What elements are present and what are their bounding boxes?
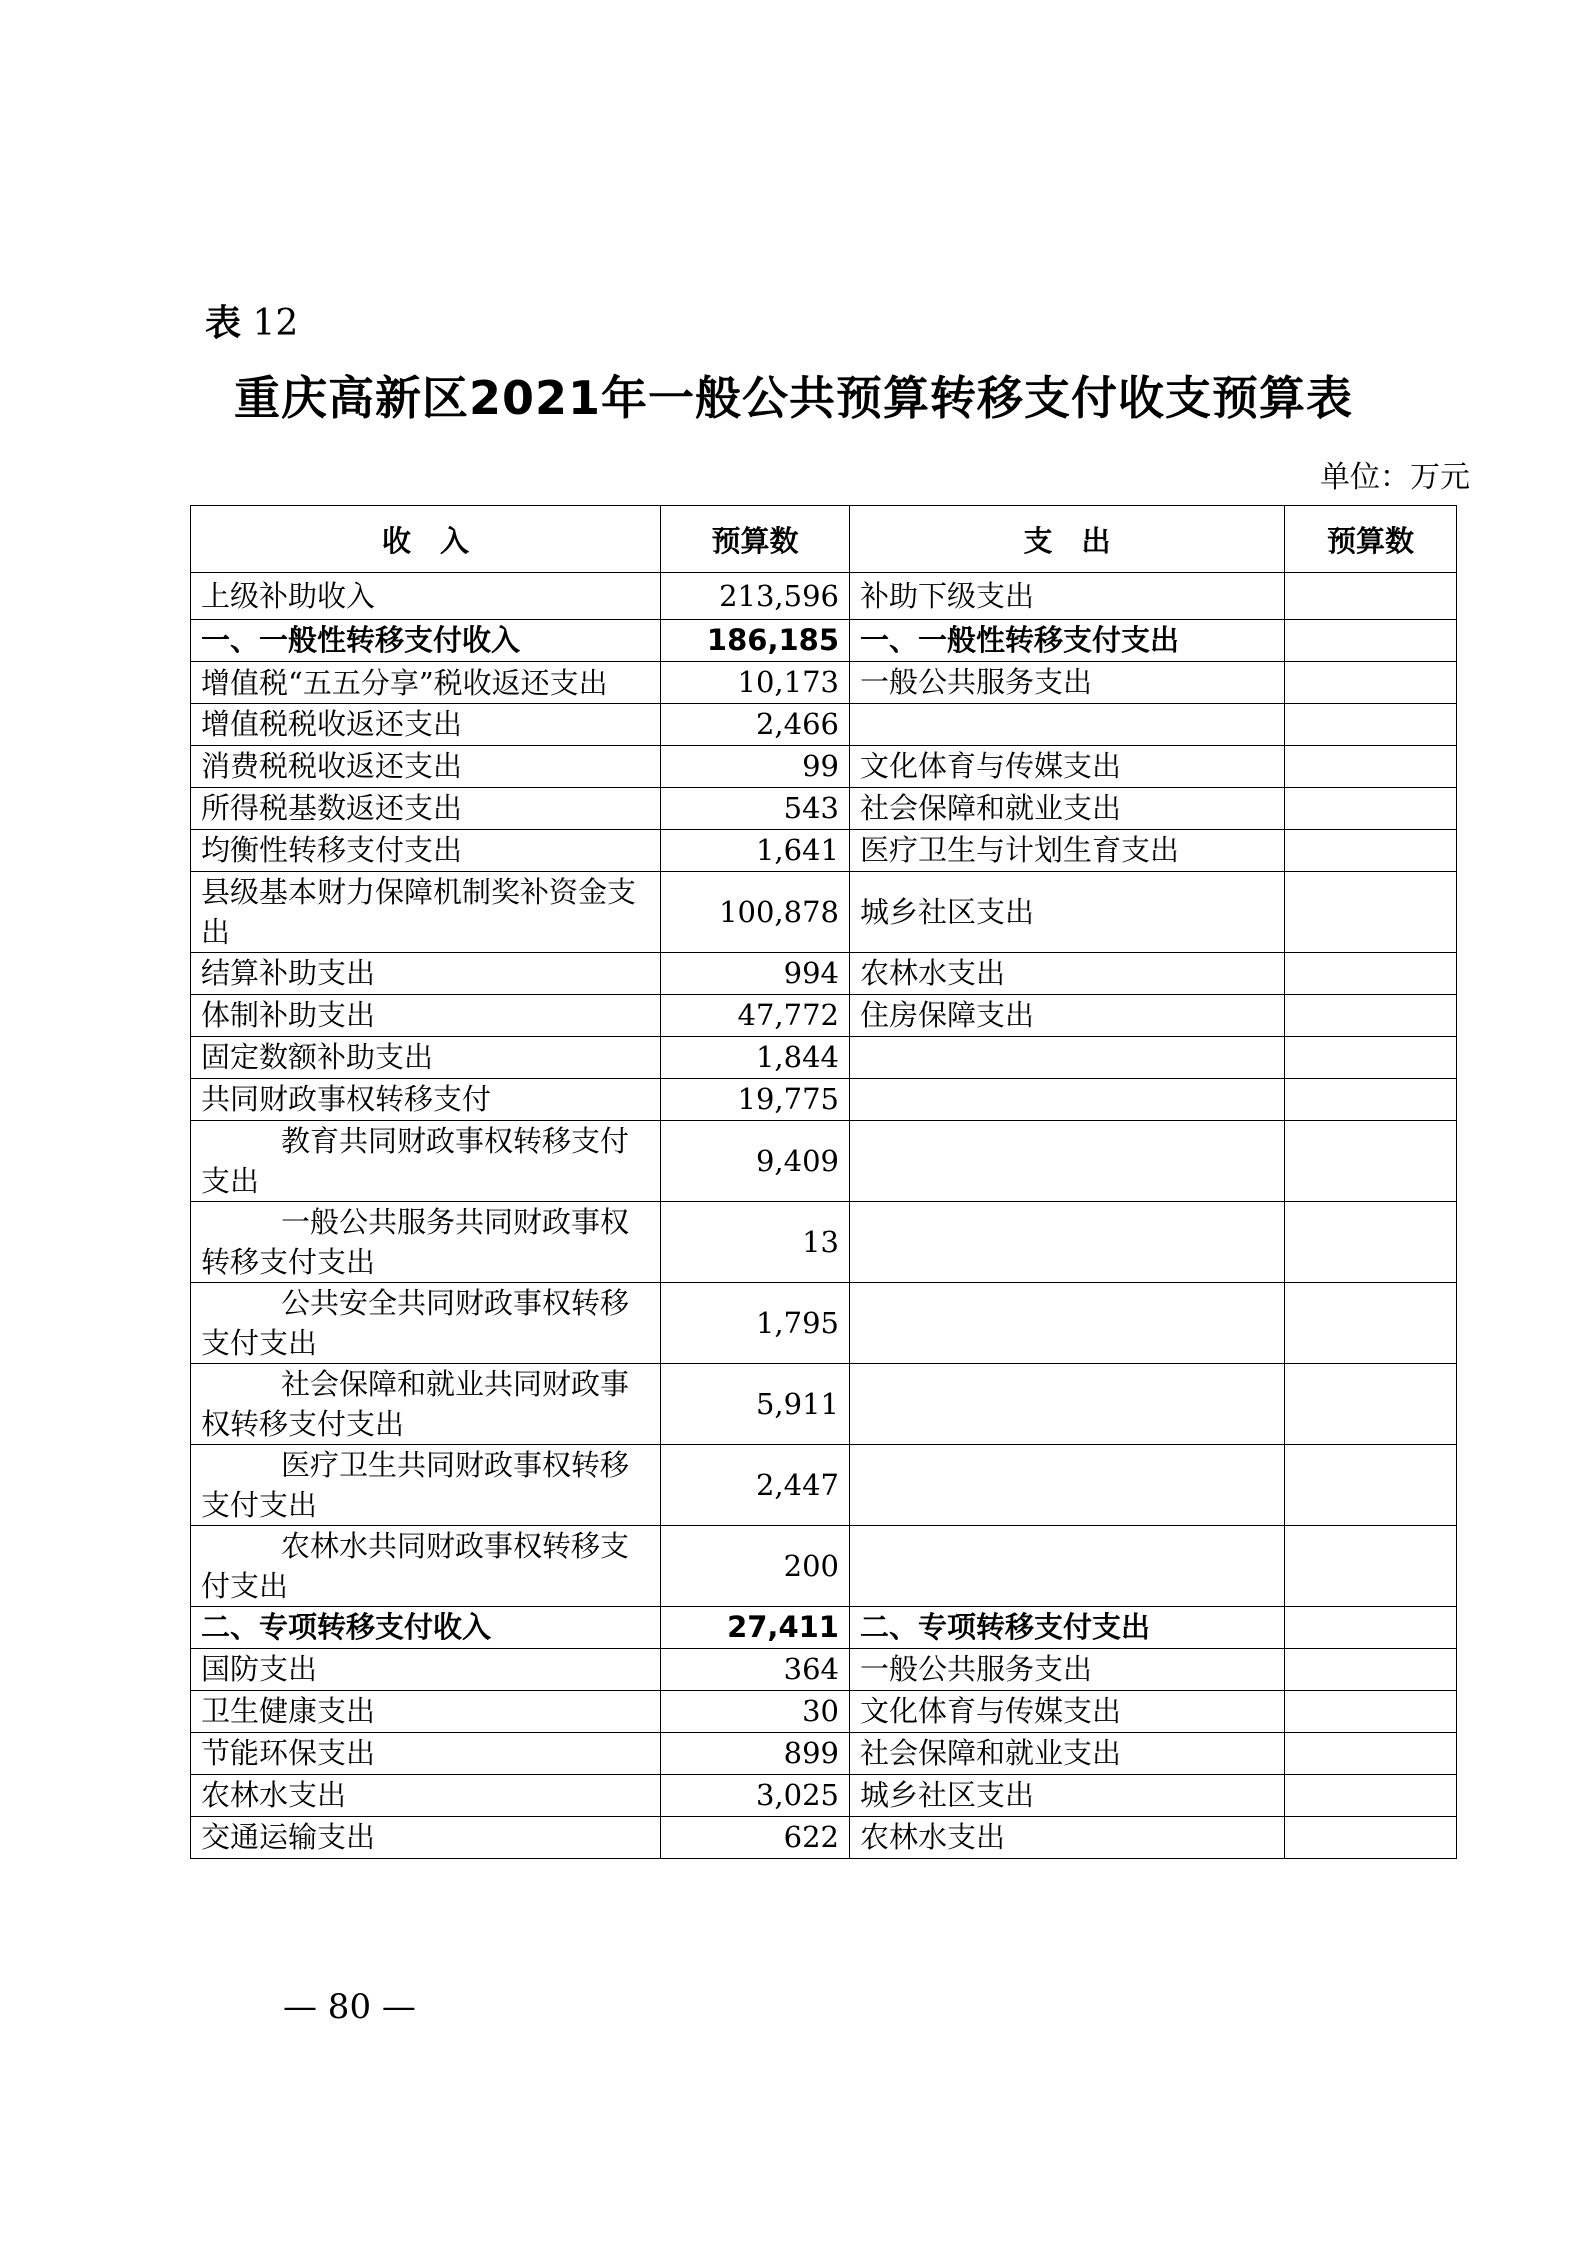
table-number: 12 [252,303,299,344]
table-row [191,1283,1457,1364]
table-row [191,830,1457,872]
amount-cell: 100,878 [661,872,850,953]
table-row [191,1037,1457,1079]
table-row [191,995,1457,1037]
expenditure-amount-cell [1285,1202,1457,1283]
expenditure-cell: 城乡社区支出 [850,1775,1285,1817]
amount-cell: 994 [661,953,850,995]
income-cell: 交通运输支出 [191,1817,661,1859]
table-row [191,1079,1457,1121]
expenditure-cell: 社会保障和就业支出 [850,1733,1285,1775]
table-number-label [205,300,298,348]
income-budget-column-header: 预算数 [661,506,850,573]
table-row [191,620,1457,662]
income-cell: 增值税税收返还支出 [191,704,661,746]
expenditure-cell: 一般公共服务支出 [850,662,1285,704]
income-cell: 所得税基数返还支出 [191,788,661,830]
table-row [191,1691,1457,1733]
table-row [191,1121,1457,1202]
table-row [191,1775,1457,1817]
income-cell: 县级基本财力保障机制奖补资金支出 [191,872,661,953]
expenditure-cell [850,704,1285,746]
table-row [191,1364,1457,1445]
expenditure-amount-cell [1285,746,1457,788]
expenditure-amount-cell [1285,1607,1457,1649]
expenditure-cell [850,1283,1285,1364]
amount-cell: 5,911 [661,1364,850,1445]
expenditure-amount-cell [1285,1079,1457,1121]
expenditure-budget-column-header: 预算数 [1285,506,1457,573]
expenditure-cell: 文化体育与传媒支出 [850,1691,1285,1733]
expenditure-cell: 城乡社区支出 [850,872,1285,953]
income-cell: 医疗卫生共同财政事权转移支付支出 [191,1445,661,1526]
expenditure-amount-cell [1285,1691,1457,1733]
amount-cell: 19,775 [661,1079,850,1121]
table-row [191,746,1457,788]
expenditure-amount-cell [1285,995,1457,1037]
income-cell: 一、一般性转移支付收入 [191,620,661,662]
income-cell: 上级补助收入 [191,573,661,620]
table-row [191,1202,1457,1283]
expenditure-amount-cell [1285,953,1457,995]
expenditure-amount-cell [1285,1775,1457,1817]
amount-cell: 200 [661,1526,850,1607]
amount-cell: 899 [661,1733,850,1775]
expenditure-amount-cell [1285,830,1457,872]
expenditure-cell: 一、一般性转移支付支出 [850,620,1285,662]
expenditure-amount-cell [1285,1817,1457,1859]
amount-cell: 10,173 [661,662,850,704]
table-row [191,1817,1457,1859]
expenditure-cell: 医疗卫生与计划生育支出 [850,830,1285,872]
expenditure-cell [850,1079,1285,1121]
amount-cell: 364 [661,1649,850,1691]
amount-cell: 1,641 [661,830,850,872]
expenditure-cell: 住房保障支出 [850,995,1285,1037]
income-cell: 结算补助支出 [191,953,661,995]
table-row [191,872,1457,953]
budget-table [190,505,1457,1859]
income-cell: 二、专项转移支付收入 [191,1607,661,1649]
expenditure-cell: 农林水支出 [850,953,1285,995]
table-row [191,788,1457,830]
table-header-row [191,506,1457,573]
expenditure-cell: 补助下级支出 [850,573,1285,620]
table-row [191,573,1457,620]
income-cell: 社会保障和就业共同财政事权转移支付支出 [191,1364,661,1445]
income-cell: 节能环保支出 [191,1733,661,1775]
income-cell: 共同财政事权转移支付 [191,1079,661,1121]
amount-cell: 27,411 [661,1607,850,1649]
amount-cell: 99 [661,746,850,788]
amount-cell: 543 [661,788,850,830]
amount-cell: 9,409 [661,1121,850,1202]
expenditure-amount-cell [1285,573,1457,620]
table-row [191,662,1457,704]
amount-cell: 1,844 [661,1037,850,1079]
amount-cell: 13 [661,1202,850,1283]
expenditure-amount-cell [1285,662,1457,704]
expenditure-amount-cell [1285,1364,1457,1445]
income-cell: 农林水共同财政事权转移支付支出 [191,1526,661,1607]
page-title: 重庆高新区2021年一般公共预算转移支付收支预算表 [233,371,1354,425]
expenditure-amount-cell [1285,788,1457,830]
income-column-header: 收 入 [191,506,661,573]
amount-cell: 1,795 [661,1283,850,1364]
income-cell: 教育共同财政事权转移支付支出 [191,1121,661,1202]
expenditure-amount-cell [1285,704,1457,746]
expenditure-cell: 二、专项转移支付支出 [850,1607,1285,1649]
expenditure-column-header: 支 出 [850,506,1285,573]
amount-cell: 3,025 [661,1775,850,1817]
expenditure-amount-cell [1285,620,1457,662]
amount-cell: 213,596 [661,573,850,620]
amount-cell: 2,466 [661,704,850,746]
expenditure-amount-cell [1285,1649,1457,1691]
expenditure-cell [850,1526,1285,1607]
unit-label: 单位：万元 [1320,460,1470,495]
income-cell: 均衡性转移支付支出 [191,830,661,872]
expenditure-amount-cell [1285,1283,1457,1364]
table-row [191,1526,1457,1607]
table-row [191,1733,1457,1775]
expenditure-cell: 社会保障和就业支出 [850,788,1285,830]
expenditure-cell [850,1037,1285,1079]
expenditure-cell: 一般公共服务支出 [850,1649,1285,1691]
expenditure-cell [850,1121,1285,1202]
expenditure-cell: 农林水支出 [850,1817,1285,1859]
table-row [191,953,1457,995]
expenditure-amount-cell [1285,1445,1457,1526]
table-row [191,1649,1457,1691]
expenditure-amount-cell [1285,1037,1457,1079]
expenditure-cell [850,1445,1285,1526]
expenditure-amount-cell [1285,1121,1457,1202]
income-cell: 卫生健康支出 [191,1691,661,1733]
income-cell: 固定数额补助支出 [191,1037,661,1079]
table-row [191,1607,1457,1649]
expenditure-amount-cell [1285,1526,1457,1607]
income-cell: 体制补助支出 [191,995,661,1037]
income-cell: 公共安全共同财政事权转移支付支出 [191,1283,661,1364]
expenditure-amount-cell [1285,1733,1457,1775]
amount-cell: 2,447 [661,1445,850,1526]
amount-cell: 30 [661,1691,850,1733]
table-label: 表 [205,303,242,344]
amount-cell: 622 [661,1817,850,1859]
income-cell: 农林水支出 [191,1775,661,1817]
expenditure-amount-cell [1285,872,1457,953]
income-cell: 消费税税收返还支出 [191,746,661,788]
expenditure-cell [850,1202,1285,1283]
expenditure-cell: 文化体育与传媒支出 [850,746,1285,788]
income-cell: 国防支出 [191,1649,661,1691]
table-row [191,1445,1457,1526]
page-number: — 80 — [283,1987,416,2027]
income-cell: 一般公共服务共同财政事权转移支付支出 [191,1202,661,1283]
amount-cell: 47,772 [661,995,850,1037]
table-row [191,704,1457,746]
income-cell: 增值税“五五分享”税收返还支出 [191,662,661,704]
amount-cell: 186,185 [661,620,850,662]
expenditure-cell [850,1364,1285,1445]
